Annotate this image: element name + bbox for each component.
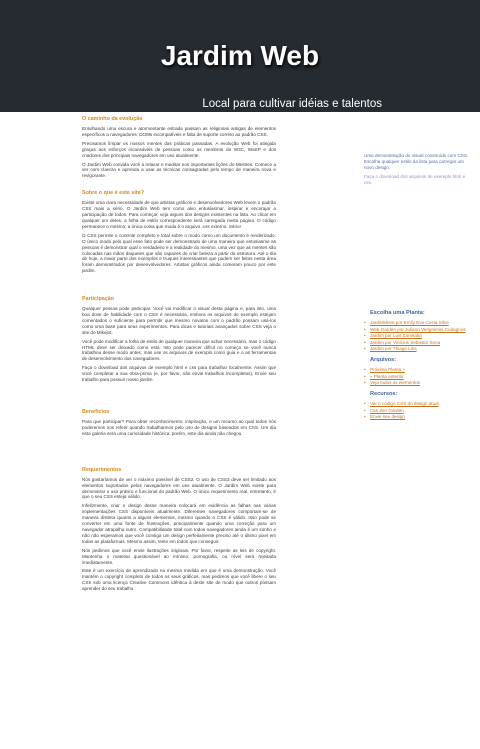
list-item[interactable]: • Envie seu design	[364, 414, 405, 419]
section-title: Benefícios	[82, 409, 110, 415]
escolha-title: Escolha uma Planta:	[370, 310, 425, 316]
list-item[interactable]: • Próxima Planta »	[364, 367, 405, 372]
list-item[interactable]: • Jardim por Vinícius Sebastin Sena	[364, 339, 441, 345]
intro-aside	[364, 153, 470, 189]
list-item[interactable]: • Veja todos os elementos	[364, 380, 421, 385]
list-item[interactable]: • « Planta anterior	[364, 373, 404, 379]
paragraph: Precisamos limpar os nossos mentes das práticas passadas. A evolução Web foi atingida graças aos esforços incansáveis de pessoas como os membros do W3C, WaSP e dos criadores dos principais navegadores em uso atualmente.	[82, 140, 276, 158]
site-title: Jardim Web	[160, 40, 320, 71]
list-item[interactable]: • Jardim por Thiago Lins	[364, 346, 417, 351]
paragraph: Você pode modificar a folha de estilo de qualquer maneira que achar necessário, mas o código HTML deve ser deixado como está. Isto pode parecer difícil no começo se você nunca trabalhou desse modo antes, mas use os arquivos de exemplo como guia e o as ferramentas de desenvolvimento dos navegadores.	[82, 338, 276, 362]
list-item[interactable]: • Ver o código CSS do design atual	[364, 401, 439, 406]
paragraph: O Jardim Web convida você a relaxar e meditar nos importantes lições do Mestres. Comece a ver com clareza e aprenda a usar as técnicas consagradas pelo tempo de maneira nova e revigorante.	[82, 161, 276, 179]
paragraph: Existe uma clara necessidade de que artistas gráficos e desenvolvedores Web levem o padrão CSS mais a sério. O Jardim Web tem como alvo entusiasmar, inspirar e encorajar a participação de todos. Para começar, veja alguns dos designs existentes na lista. Ao clicar em qualquer um deles, a folha de estilo correspondente será carregada nesta página. O código permanece o mesmo; a única coisa que muda é o arquivo .css externo. Sério!	[82, 200, 276, 229]
paragraph: Nós pedimos que você envie ilustrações originais. Por favor, respeite as leis de copyright. Mantenha o material questionável ao mínimo; pornografia, ou nível será rejeitada imediatamente.	[82, 547, 276, 565]
section-title: Sobre o que é este site?	[82, 190, 145, 197]
paragraph: Este é um exercício de aprendizado na mesma medida em que é uma demonstração. Você mantém o copyright completo de todos os seus gráficos, mas pedimos que você libere o seu CSS sob uma licença Creative Commons idêntica à deste site de modo que outros possam aprender do seu trabalho.	[82, 568, 276, 592]
section-title: Requerimentos	[82, 466, 122, 473]
site-tagline: Local para cultivar idéias e talentos	[202, 98, 382, 110]
sidebar	[360, 310, 470, 425]
section-beneficios	[82, 409, 276, 437]
paragraph: Entulhando uma escura e atormentante estrada passam as religiosas antigas de elementos específicos a navegadores, DOMs incompatíveis e falta de suporte correto ao padrão CSS.	[82, 126, 276, 137]
paragraph: O CSS permite o controle completo e total sobre o modo como um documento é renderizado. O único modo pelo qual esse fato pode ser demonstrado de uma maneira que entusiasme as pessoas é demonstrar qual o verdadeiro e a realidade do mesmo, uma vez que as mentes são colocadas nas mãos daqueles que são capazes de criar beleza a partir da estrutura. Até o dia de hoje, a maior parte dos exemplos e truques interessantes que podem ser feitos nesta área foram demonstrados por desenvolvedores. Artistas gráficos ainda comeram pouco por este jardim.	[82, 232, 276, 274]
paragraph: Infelizmente, criar o design desse maneira colocará em evidência as falhas nas várias implementações CSS disponíveis atualmente. Diferentes navegadores comportam-se de maneira distinta quanto a alguns elementos, mesmo quando o CSS é válido. Isso pode se converter em uma fonte de frustrações, principalmente quando uma correção para um navegador atrapalha outro. Compatibilidade total com todos navegadores ainda é um sonho e não não esperamos que você consiga um design perfeitamente preciso até o último pixel em todas as plataformas. Mesmo assim, teste em todos que conseguir.	[82, 503, 276, 544]
arquivos-list	[360, 367, 470, 386]
recursos-list	[360, 401, 470, 420]
list-item[interactable]: • Web Garden por Juliano Verlgnimini Codagnos	[364, 326, 466, 332]
section-sobre	[82, 190, 276, 274]
main-content	[82, 116, 276, 595]
section-title: Participação	[82, 296, 115, 303]
design-list	[360, 320, 470, 352]
list-item[interactable]: • Css Zen Garden	[364, 407, 404, 413]
paragraph: Faça o download dos arquivos de exemplo html e css para trabalhar localmente. Assim que você completar a sua obra-prima (e, por favor, não envie trabalhos incompletos), Envie seu trabalho para possuir nosso jardim.	[82, 365, 276, 383]
intro-text: Uma demonstração do visual construído com CSS. Escolha qualquer estilo da lista para carregar um novo design.	[364, 153, 469, 170]
section-requerimentos	[82, 467, 276, 592]
recursos-title: Recursos:	[370, 391, 398, 397]
list-item[interactable]: • Jardinleleve por Emily Eve Costa Silva	[364, 320, 449, 325]
paragraph: Nós gostaríamos de ver o máximo possível de CSS2. O uso de CSS3 deve ser limitado aos elementos suportados pelos navegadores em uso atualmente. O Jardim Web existe para demonstrar o uso prático e funcional do padrão Web. O único requerimento real, entretanto, é que o seu CSS esteja válido.	[82, 476, 276, 500]
paragraph: Para que participar? Para obter reconhecimento, inspiração, e um recurso ao qual todos nós poderemos nos referir quando trabalharmos pelo uso de designs baseados em CSS. Um dia esta galeria será uma curiosidade histórica; porém, este dia ainda não chegou.	[82, 419, 276, 436]
download-link[interactable]: Faça o download dos arquivos de exemplo html e css.	[364, 173, 466, 185]
section-participacao	[82, 296, 276, 383]
list-item[interactable]: • Jardim por Luis Zanetatto	[364, 333, 423, 338]
section-evolucao	[82, 116, 276, 179]
section-title: O caminho da evolução	[82, 116, 143, 122]
arquivos-title: Arquivos:	[370, 357, 397, 363]
paragraph: Qualquer pessoa pode participar. Você vai modificar o visual desta página e, para isto, uma boa dose de habilidade com o CSS é necessária, embora os arquivos de exemplo estejam comentados o suficiente para permitir que mesmo novatos com o padrão possam usá-los como uma base para seus experimentos. Para dicas e tutoriais avançados sobre CSS veja o site do Mikejot.	[82, 306, 276, 335]
